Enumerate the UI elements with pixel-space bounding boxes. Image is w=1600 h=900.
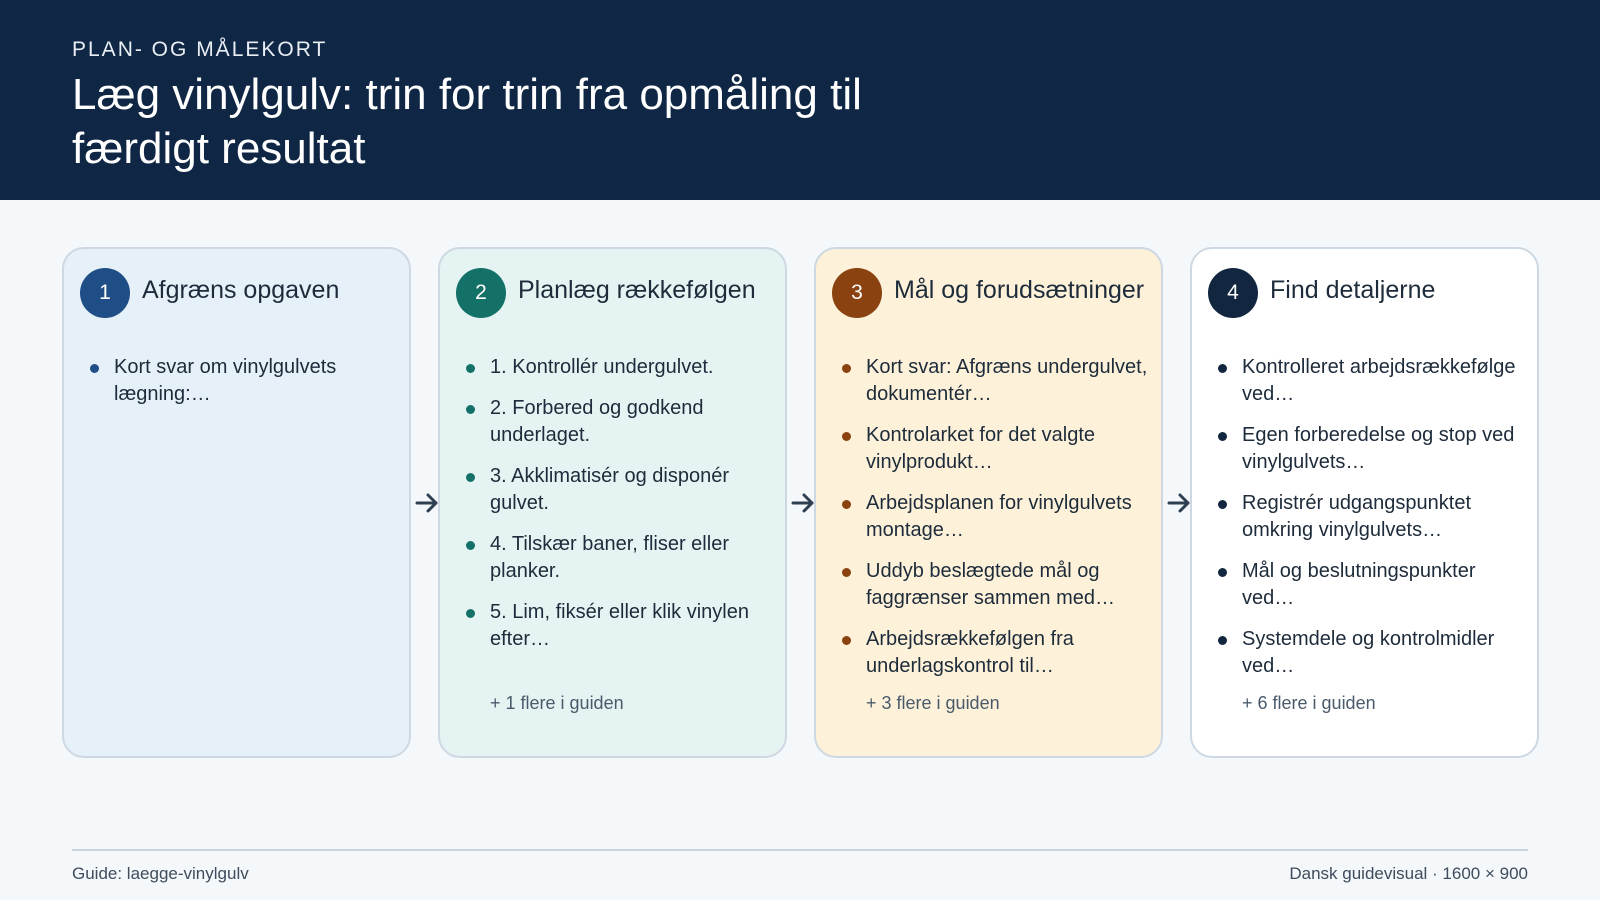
list-item-text: Systemdele og kontrolmidler ved… bbox=[1242, 628, 1495, 677]
list-item-text: Registrér udgangspunktet omkring vinylgulvets… bbox=[1242, 492, 1472, 541]
bullet-icon bbox=[842, 568, 851, 577]
step-number-badge: 3 bbox=[832, 268, 882, 318]
more-in-guide-link[interactable]: + 6 flere i guiden bbox=[1242, 693, 1376, 713]
bullet-icon bbox=[1218, 432, 1227, 441]
header-banner bbox=[0, 0, 1600, 200]
list-item-text: 5. Lim, fiksér eller klik vinylen efter… bbox=[490, 601, 749, 650]
step-card-1 bbox=[62, 247, 411, 758]
step-item-list bbox=[842, 354, 1152, 694]
eyebrow-label: PLAN- OG MÅLEKORT bbox=[72, 38, 328, 61]
list-item bbox=[466, 395, 776, 449]
step-card-3 bbox=[814, 247, 1163, 758]
bullet-icon bbox=[90, 364, 99, 373]
footer-guide-label: Guide: laegge-vinylgulv bbox=[72, 864, 249, 883]
list-item bbox=[466, 463, 776, 517]
bullet-icon bbox=[466, 473, 475, 482]
bullet-icon bbox=[466, 364, 475, 373]
list-item-text: Kontrolarket for det valgte vinylprodukt… bbox=[866, 424, 1096, 473]
list-item bbox=[1218, 422, 1528, 476]
footer-divider bbox=[72, 849, 1528, 851]
list-item-text: Kontrolleret arbejdsrækkefølge ved… bbox=[1242, 356, 1516, 405]
list-item bbox=[90, 354, 400, 408]
list-item bbox=[466, 354, 776, 381]
bullet-icon bbox=[842, 364, 851, 373]
step-title: Planlæg rækkefølgen bbox=[518, 276, 756, 304]
bullet-icon bbox=[1218, 636, 1227, 645]
step-title: Find detaljerne bbox=[1270, 276, 1436, 304]
footer-meta-label: Dansk guidevisual · 1600 × 900 bbox=[1289, 864, 1528, 883]
list-item bbox=[842, 558, 1152, 612]
step-card-2 bbox=[438, 247, 787, 758]
list-item bbox=[466, 599, 776, 653]
list-item bbox=[842, 354, 1152, 408]
list-item bbox=[842, 490, 1152, 544]
step-title: Afgræns opgaven bbox=[142, 276, 340, 304]
page-title: Læg vinylgulv: trin for trin fra opmåling til færdigt resultat bbox=[72, 70, 862, 173]
step-number-badge: 1 bbox=[80, 268, 130, 318]
list-item bbox=[1218, 626, 1528, 680]
step-card-4 bbox=[1190, 247, 1539, 758]
list-item-text: Uddyb beslægtede mål og faggrænser sammen med… bbox=[866, 560, 1115, 609]
bullet-icon bbox=[842, 432, 851, 441]
list-item-text: Egen forberedelse og stop ved vinylgulvets… bbox=[1242, 424, 1515, 473]
list-item-text: Mål og beslutningspunkter ved… bbox=[1242, 560, 1476, 609]
arrow-right-icon bbox=[790, 491, 816, 515]
arrow-right-icon bbox=[414, 491, 440, 515]
list-item-text: Arbejdsrækkefølgen fra underlagskontrol til… bbox=[866, 628, 1074, 677]
step-title: Mål og forudsætninger bbox=[894, 276, 1145, 304]
bullet-icon bbox=[466, 541, 475, 550]
step-number-badge: 2 bbox=[456, 268, 506, 318]
list-item-text: 3. Akklimatisér og disponér gulvet. bbox=[490, 465, 730, 514]
list-item bbox=[1218, 490, 1528, 544]
list-item-text: 1. Kontrollér undergulvet. bbox=[490, 356, 714, 378]
list-item-text: 2. Forbered og godkend underlaget. bbox=[490, 397, 704, 446]
list-item bbox=[1218, 558, 1528, 612]
list-item-text: Kort svar om vinylgulvets lægning:… bbox=[114, 356, 337, 405]
step-number-badge: 4 bbox=[1208, 268, 1258, 318]
bullet-icon bbox=[466, 609, 475, 618]
step-item-list bbox=[466, 354, 776, 667]
list-item-text: 4. Tilskær baner, fliser eller planker. bbox=[490, 533, 729, 582]
list-item bbox=[842, 422, 1152, 476]
bullet-icon bbox=[1218, 568, 1227, 577]
more-in-guide-link[interactable]: + 1 flere i guiden bbox=[490, 693, 624, 713]
list-item bbox=[1218, 354, 1528, 408]
bullet-icon bbox=[842, 500, 851, 509]
bullet-icon bbox=[1218, 364, 1227, 373]
list-item-text: Kort svar: Afgræns undergulvet, dokumentér… bbox=[866, 356, 1148, 405]
bullet-icon bbox=[842, 636, 851, 645]
bullet-icon bbox=[466, 405, 475, 414]
step-item-list bbox=[1218, 354, 1528, 694]
more-in-guide-link[interactable]: + 3 flere i guiden bbox=[866, 693, 1000, 713]
list-item-text: Arbejdsplanen for vinylgulvets montage… bbox=[866, 492, 1132, 541]
list-item bbox=[842, 626, 1152, 680]
arrow-right-icon bbox=[1166, 491, 1192, 515]
list-item bbox=[466, 531, 776, 585]
step-item-list bbox=[90, 354, 400, 422]
bullet-icon bbox=[1218, 500, 1227, 509]
